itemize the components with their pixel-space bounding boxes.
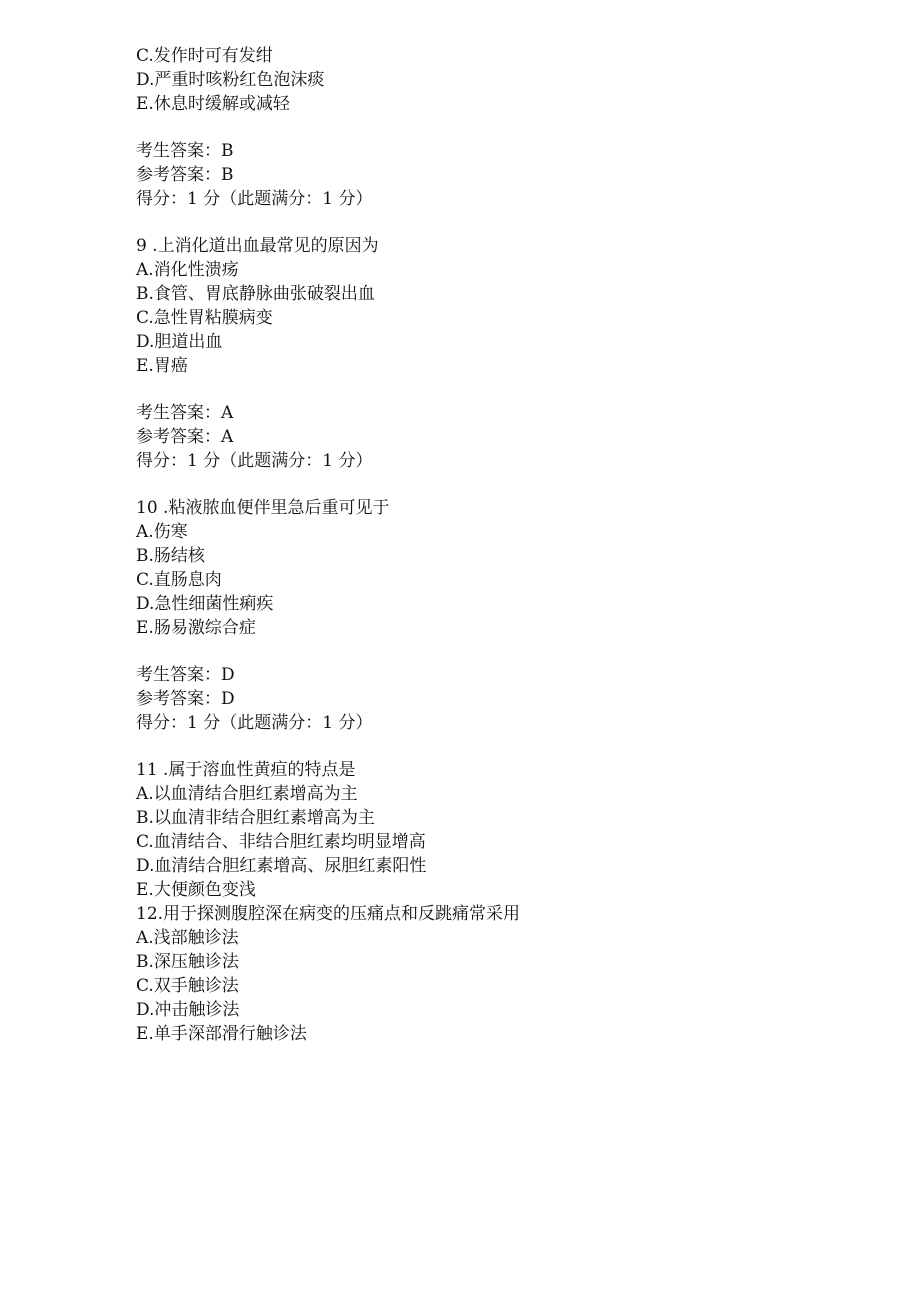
option-c: C.直肠息肉	[136, 570, 222, 590]
option-b: B.肠结核	[136, 546, 205, 566]
option-b: B.以血清非结合胆红素增高为主	[136, 808, 375, 828]
option-e: E.大便颜色变浅	[136, 880, 256, 900]
option-e: E.单手深部滑行触诊法	[136, 1024, 307, 1044]
score-line: 得分：1 分（此题满分：1 分）	[136, 713, 373, 733]
option-b: B.食管、胃底静脉曲张破裂出血	[136, 284, 375, 304]
option-e: E.肠易激综合症	[136, 618, 256, 638]
question-stem: 10 .粘液脓血便伴里急后重可见于	[136, 498, 390, 518]
option-d: D.冲击触诊法	[136, 1000, 240, 1020]
question-10	[136, 496, 836, 735]
option-e: E.胃癌	[136, 356, 188, 376]
student-answer: 考生答案：A	[136, 403, 234, 423]
option-a: A.伤寒	[136, 522, 188, 542]
student-answer: 考生答案：D	[136, 665, 235, 685]
question-stem: 9 .上消化道出血最常见的原因为	[136, 236, 379, 256]
option-d: D.血清结合胆红素增高、尿胆红素阳性	[136, 856, 427, 876]
question-11	[136, 758, 836, 902]
option-d: D.急性细菌性痢疾	[136, 594, 274, 614]
option-a: A.消化性溃疡	[136, 260, 239, 280]
question-12	[136, 902, 836, 1046]
option-c: C.急性胃粘膜病变	[136, 308, 273, 328]
question-8-tail	[136, 44, 836, 211]
option-e: E.休息时缓解或减轻	[136, 94, 290, 114]
question-stem: 11 .属于溶血性黄疸的特点是	[136, 760, 356, 780]
question-9	[136, 234, 836, 473]
score-line: 得分：1 分（此题满分：1 分）	[136, 451, 373, 471]
option-c: C.血清结合、非结合胆红素均明显增高	[136, 832, 426, 852]
option-a: A.以血清结合胆红素增高为主	[136, 784, 358, 804]
student-answer: 考生答案：B	[136, 141, 234, 161]
score-line: 得分：1 分（此题满分：1 分）	[136, 189, 373, 209]
option-c: C.双手触诊法	[136, 976, 239, 996]
question-stem: 12.用于探测腹腔深在病变的压痛点和反跳痛常采用	[136, 904, 521, 924]
option-c: C.发作时可有发绀	[136, 46, 273, 66]
exam-page	[136, 44, 836, 1046]
option-d: D.严重时咳粉红色泡沫痰	[136, 70, 325, 90]
reference-answer: 参考答案：B	[136, 165, 234, 185]
reference-answer: 参考答案：A	[136, 427, 234, 447]
option-b: B.深压触诊法	[136, 952, 239, 972]
option-d: D.胆道出血	[136, 332, 223, 352]
reference-answer: 参考答案：D	[136, 689, 235, 709]
option-a: A.浅部触诊法	[136, 928, 239, 948]
